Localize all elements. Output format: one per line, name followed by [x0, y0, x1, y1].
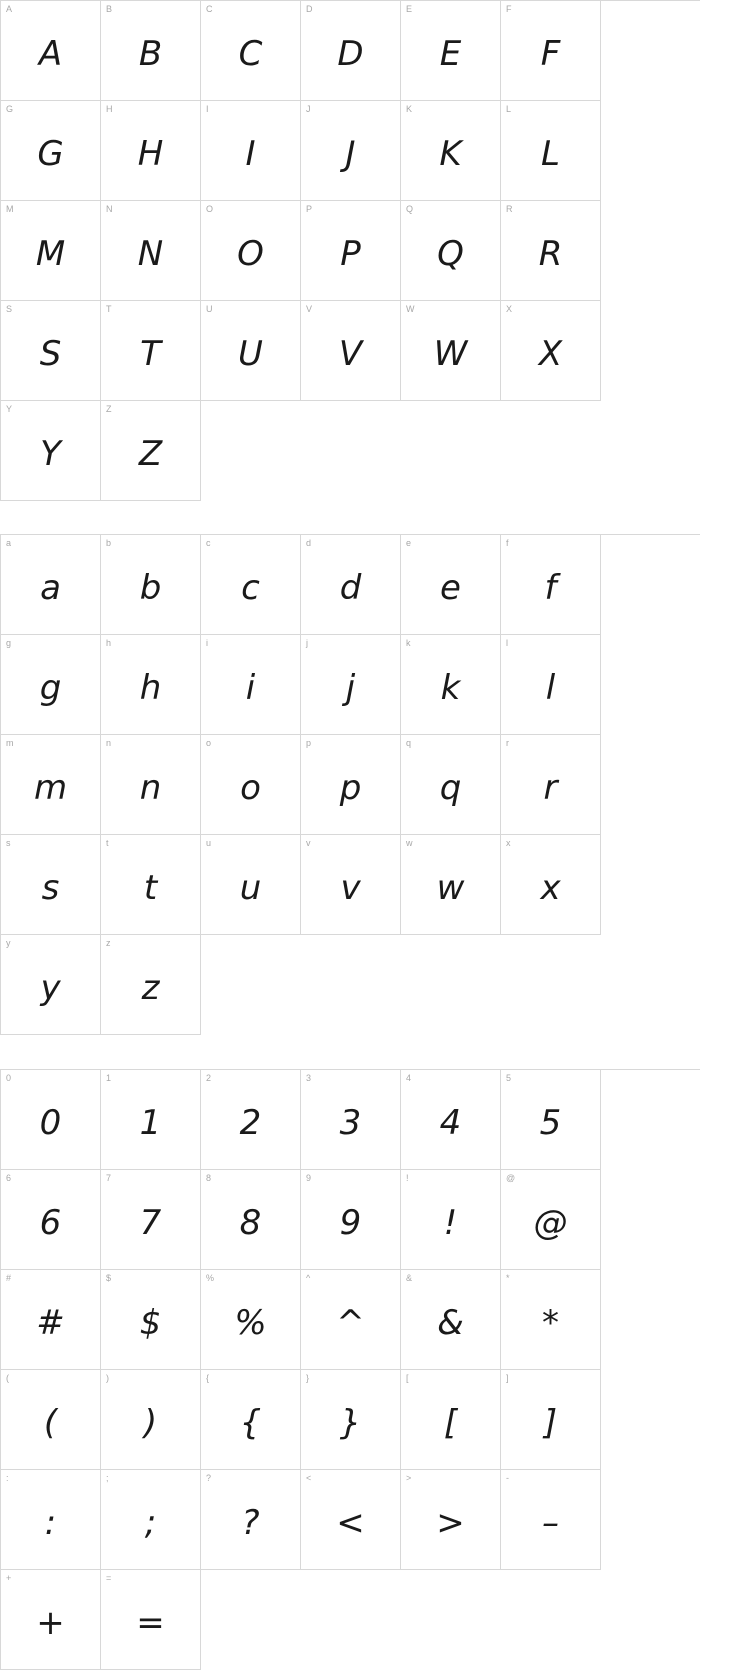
glyph-cell-character: z [141, 967, 160, 1008]
glyph-cell-character: O [237, 233, 264, 274]
glyph-cell-tag: E [406, 4, 413, 14]
glyph-cell-character: ! [443, 1202, 458, 1243]
glyph-cell [501, 1070, 601, 1170]
glyph-cell-tag: x [506, 838, 511, 848]
glyph-cell [401, 1070, 501, 1170]
glyph-cell [101, 835, 201, 935]
glyph-cell [1, 1, 101, 101]
glyph-cell-character: j [345, 667, 356, 708]
glyph-cell [401, 1370, 501, 1470]
glyph-cell-tag: h [106, 638, 112, 648]
glyph-cell-character: D [337, 33, 364, 74]
glyph-cell [401, 1270, 501, 1370]
glyph-cell [501, 1470, 601, 1570]
glyph-cell-tag: J [306, 104, 311, 114]
glyph-cell-character: m [33, 767, 68, 808]
glyph-cell [301, 635, 401, 735]
glyph-cell-character: a [40, 567, 61, 608]
glyph-cell-tag: N [106, 204, 113, 214]
glyph-cell [101, 735, 201, 835]
glyph-cell-character: n [139, 767, 162, 808]
glyph-cell-character: { [239, 1402, 262, 1443]
glyph-cell [201, 1270, 301, 1370]
glyph-cell [501, 301, 601, 401]
glyph-cell-character: l [545, 667, 556, 708]
glyph-cell-tag: I [206, 104, 209, 114]
glyph-cell-tag: g [6, 638, 12, 648]
glyph-cell-character: b [139, 567, 162, 608]
glyph-cell-tag: Y [6, 404, 13, 414]
glyph-cell [101, 201, 201, 301]
glyph-cell-character: F [540, 33, 561, 74]
glyph-cell-tag: i [206, 638, 208, 648]
glyph-cell-character: S [39, 333, 62, 374]
glyph-cell-character: ; [144, 1502, 157, 1543]
glyph-cell-tag: e [406, 538, 412, 548]
glyph-cell [1, 401, 101, 501]
glyph-cell [1, 835, 101, 935]
glyph-cell-tag: < [306, 1473, 312, 1483]
glyph-cell-tag: G [6, 104, 14, 114]
glyph-cell-character: d [339, 567, 362, 608]
glyph-cell-tag: M [6, 204, 14, 214]
glyph-cell [501, 201, 601, 301]
glyph-cell-tag: @ [506, 1173, 516, 1183]
glyph-cell-tag: 2 [206, 1073, 212, 1083]
glyph-cell-character: h [139, 667, 162, 708]
glyph-cell-tag: k [406, 638, 411, 648]
glyph-cell [501, 1270, 601, 1370]
glyph-cell-tag: O [206, 204, 214, 214]
glyph-cell-character: H [137, 133, 164, 174]
glyph-cell-character: i [245, 667, 256, 708]
glyph-cell [401, 1170, 501, 1270]
glyph-cell-character: $ [139, 1302, 162, 1343]
glyph-cell-tag: = [106, 1573, 112, 1583]
glyph-cell [501, 635, 601, 735]
glyph-cell [401, 101, 501, 201]
glyph-cell-tag: 0 [6, 1073, 12, 1083]
glyph-cell-tag: $ [106, 1273, 112, 1283]
glyph-cell [101, 101, 201, 201]
glyph-cell-character: 0 [39, 1102, 62, 1143]
glyph-cell-tag: 7 [106, 1173, 112, 1183]
glyph-cell-character: + [36, 1602, 65, 1643]
glyph-cell-tag: y [6, 938, 11, 948]
glyph-cell-character: s [41, 867, 60, 908]
glyph-cell-tag: v [306, 838, 311, 848]
glyph-cell-tag: P [306, 204, 313, 214]
glyph-cell [1, 1470, 101, 1570]
glyph-cell-character: w [436, 867, 465, 908]
glyph-cell [501, 1370, 601, 1470]
glyph-cell-tag: H [106, 104, 113, 114]
glyph-cell [101, 1270, 201, 1370]
glyph-cell-tag: [ [406, 1373, 409, 1383]
glyph-cell [201, 635, 301, 735]
glyph-cell-character: o [240, 767, 261, 808]
glyph-cell-tag: ! [406, 1173, 409, 1183]
glyph-cell-character: # [36, 1302, 65, 1343]
glyph-cell-character: e [440, 567, 461, 608]
glyph-cell-character: M [35, 233, 66, 274]
glyph-cell-tag: 5 [506, 1073, 512, 1083]
glyph-cell [401, 1470, 501, 1570]
glyph-cell-tag: u [206, 838, 212, 848]
glyph-cell-character: T [140, 333, 161, 374]
glyph-cell-character: ? [241, 1502, 260, 1543]
glyph-cell-tag: s [6, 838, 11, 848]
glyph-cell [301, 201, 401, 301]
glyph-cell-character: : [44, 1502, 57, 1543]
glyph-cell-tag: l [506, 638, 508, 648]
glyph-cell [401, 835, 501, 935]
glyph-cell-character: – [542, 1502, 559, 1543]
glyph-cell [301, 735, 401, 835]
glyph-cell-tag: f [506, 538, 509, 548]
glyph-cell [1, 535, 101, 635]
glyph-cell [101, 1070, 201, 1170]
glyph-cell-character: Y [40, 433, 61, 474]
glyph-cell [1, 1270, 101, 1370]
section-gap-2 [0, 1035, 740, 1069]
glyph-cell-character: U [238, 333, 263, 374]
glyph-cell-tag: U [206, 304, 213, 314]
glyph-cell [1, 201, 101, 301]
glyph-cell [501, 835, 601, 935]
glyph-cell-character: K [439, 133, 462, 174]
glyph-cell-character: > [436, 1502, 465, 1543]
glyph-cell [1, 735, 101, 835]
glyph-cell-tag: j [306, 638, 308, 648]
glyph-cell-tag: r [506, 738, 509, 748]
glyph-cell-character: y [40, 967, 61, 1008]
glyph-cell-character: 7 [139, 1202, 162, 1243]
glyph-cell [501, 1, 601, 101]
glyph-cell-tag: c [206, 538, 211, 548]
glyph-cell [201, 201, 301, 301]
glyph-cell [301, 1270, 401, 1370]
glyph-cell-character: A [38, 33, 63, 74]
glyph-cell-character: G [37, 133, 64, 174]
glyph-cell-character: [ [443, 1402, 458, 1443]
glyph-cell [1, 635, 101, 735]
glyph-cell-character: J [345, 133, 356, 174]
glyph-cell [501, 535, 601, 635]
glyph-cell-character: 2 [239, 1102, 262, 1143]
glyph-cell-character: X [538, 333, 563, 374]
glyph-cell-character: N [137, 233, 164, 274]
glyph-cell-tag: b [106, 538, 112, 548]
glyph-cell [101, 635, 201, 735]
glyph-cell-character: L [541, 133, 560, 174]
glyph-cell [101, 535, 201, 635]
glyph-cell [201, 735, 301, 835]
glyph-cell-character: Q [437, 233, 464, 274]
glyph-cell-character: ) [143, 1402, 158, 1443]
glyph-cell-character: 5 [539, 1102, 562, 1143]
glyph-cell-character: g [39, 667, 62, 708]
glyph-cell-character: & [437, 1302, 464, 1343]
glyph-cell-tag: L [506, 104, 512, 114]
glyph-cell-tag: % [206, 1273, 215, 1283]
glyph-cell-character: R [538, 233, 563, 274]
glyph-cell-character: 9 [339, 1202, 362, 1243]
glyph-cell-tag: A [6, 4, 13, 14]
glyph-cell [201, 101, 301, 201]
glyph-cell [401, 535, 501, 635]
glyph-cell [201, 301, 301, 401]
glyph-cell-character: x [540, 867, 561, 908]
glyph-cell-character: ^ [336, 1302, 365, 1343]
glyph-cell-tag: D [306, 4, 313, 14]
glyph-cell [101, 935, 201, 1035]
glyph-cell-tag: > [406, 1473, 412, 1483]
glyph-cell-tag: F [506, 4, 512, 14]
glyph-cell [301, 1470, 401, 1570]
glyph-cell [101, 1170, 201, 1270]
glyph-cell-character: p [339, 767, 362, 808]
glyph-cell-tag: z [106, 938, 111, 948]
glyph-cell [201, 535, 301, 635]
glyph-cell [201, 835, 301, 935]
glyph-cell-character: r [543, 767, 558, 808]
glyph-cell [201, 1470, 301, 1570]
glyph-cell-tag: t [106, 838, 109, 848]
glyph-cell-character: 8 [239, 1202, 262, 1243]
glyph-cell-tag: o [206, 738, 212, 748]
glyph-cell-tag: ? [206, 1473, 212, 1483]
glyph-cell-character: B [138, 33, 163, 74]
glyph-cell-tag: a [6, 538, 12, 548]
glyph-cell-tag: C [206, 4, 213, 14]
glyph-cell-tag: 8 [206, 1173, 212, 1183]
glyph-cell [101, 1370, 201, 1470]
glyph-cell-character: ( [43, 1402, 58, 1443]
glyph-cell [1, 1370, 101, 1470]
glyph-cell-tag: ^ [306, 1273, 311, 1283]
glyph-cell-tag: w [406, 838, 413, 848]
glyph-cell-character: c [241, 567, 260, 608]
glyph-cell-tag: ] [506, 1373, 509, 1383]
glyph-cell-tag: 3 [306, 1073, 312, 1083]
glyph-cell-character: @ [533, 1202, 568, 1243]
glyph-cell [201, 1170, 301, 1270]
glyph-cell-tag: p [306, 738, 312, 748]
symbols-grid [0, 1069, 700, 1670]
glyph-cell-character: V [338, 333, 363, 374]
glyph-cell [101, 301, 201, 401]
glyph-cell [301, 301, 401, 401]
glyph-cell-tag: } [306, 1373, 310, 1383]
glyph-cell [1, 935, 101, 1035]
glyph-cell [501, 1170, 601, 1270]
glyph-cell-tag: n [106, 738, 112, 748]
glyph-cell-tag: 9 [306, 1173, 312, 1183]
glyph-cell [1, 101, 101, 201]
glyph-cell-tag: 4 [406, 1073, 412, 1083]
glyph-cell-tag: d [306, 538, 312, 548]
glyph-cell [1, 1570, 101, 1670]
glyph-cell [201, 1370, 301, 1470]
glyph-cell [301, 101, 401, 201]
glyph-cell [501, 101, 601, 201]
glyph-cell-tag: + [6, 1573, 12, 1583]
glyph-cell [301, 1070, 401, 1170]
glyph-cell [101, 401, 201, 501]
uppercase-grid [0, 0, 700, 501]
glyph-cell-tag: K [406, 104, 413, 114]
glyph-cell-character: t [143, 867, 158, 908]
glyph-cell [1, 1170, 101, 1270]
glyph-cell-tag: R [506, 204, 513, 214]
glyph-cell-character: C [238, 33, 263, 74]
glyph-cell [201, 1070, 301, 1170]
symbols-section [0, 1069, 740, 1670]
glyph-cell-character: 6 [39, 1202, 62, 1243]
glyph-cell-tag: ; [106, 1473, 109, 1483]
glyph-cell [401, 635, 501, 735]
glyph-cell-tag: 1 [106, 1073, 112, 1083]
glyph-cell [301, 1, 401, 101]
glyph-cell-tag: 6 [6, 1173, 12, 1183]
glyph-cell-character: W [433, 333, 468, 374]
glyph-cell [401, 1, 501, 101]
lowercase-grid [0, 534, 700, 1035]
glyph-cell-character: % [234, 1302, 267, 1343]
glyph-cell-tag: - [506, 1473, 509, 1483]
glyph-cell [101, 1470, 201, 1570]
glyph-cell-tag: W [406, 304, 415, 314]
glyph-cell-tag: { [206, 1373, 210, 1383]
glyph-cell [301, 835, 401, 935]
glyph-cell-character: k [440, 667, 461, 708]
glyph-cell-tag: X [506, 304, 513, 314]
glyph-cell-character: ] [543, 1402, 558, 1443]
glyph-cell [501, 735, 601, 835]
glyph-cell [301, 535, 401, 635]
glyph-cell-tag: ) [106, 1373, 109, 1383]
glyph-cell [101, 1, 201, 101]
glyph-cell-tag: T [106, 304, 112, 314]
glyph-cell-character: 1 [139, 1102, 162, 1143]
glyph-cell-character: v [340, 867, 361, 908]
glyph-cell-tag: & [406, 1273, 413, 1283]
glyph-cell-character: q [439, 767, 462, 808]
glyph-cell-character: * [542, 1302, 559, 1343]
glyph-cell [1, 301, 101, 401]
glyph-cell [401, 201, 501, 301]
glyph-cell-character: < [336, 1502, 365, 1543]
glyph-cell-tag: m [6, 738, 14, 748]
uppercase-section [0, 0, 740, 501]
glyph-cell [301, 1370, 401, 1470]
glyph-cell [101, 1570, 201, 1670]
glyph-cell-character: 3 [339, 1102, 362, 1143]
glyph-cell [401, 735, 501, 835]
glyph-cell-tag: # [6, 1273, 12, 1283]
glyph-cell-character: u [239, 867, 262, 908]
glyph-cell [201, 1, 301, 101]
glyph-cell-tag: S [6, 304, 13, 314]
glyph-cell-character: 4 [439, 1102, 462, 1143]
glyph-cell-tag: : [6, 1473, 9, 1483]
glyph-cell-character: I [245, 133, 256, 174]
glyph-cell-tag: Q [406, 204, 414, 214]
glyph-cell-tag: q [406, 738, 412, 748]
section-gap-1 [0, 501, 740, 534]
glyph-cell-tag: Z [106, 404, 112, 414]
glyph-cell-character: P [340, 233, 361, 274]
glyph-cell [301, 1170, 401, 1270]
glyph-cell [401, 301, 501, 401]
glyph-cell-tag: B [106, 4, 113, 14]
glyph-cell-tag: * [506, 1273, 510, 1283]
glyph-cell-character: f [544, 567, 557, 608]
glyph-cell-character: Z [138, 433, 163, 474]
glyph-cell-character: } [339, 1402, 362, 1443]
glyph-cell-character: E [439, 33, 462, 74]
glyph-cell-tag: V [306, 304, 313, 314]
glyph-cell-character: = [136, 1602, 165, 1643]
glyph-cell-tag: ( [6, 1373, 9, 1383]
glyph-cell [1, 1070, 101, 1170]
lowercase-section [0, 534, 740, 1035]
